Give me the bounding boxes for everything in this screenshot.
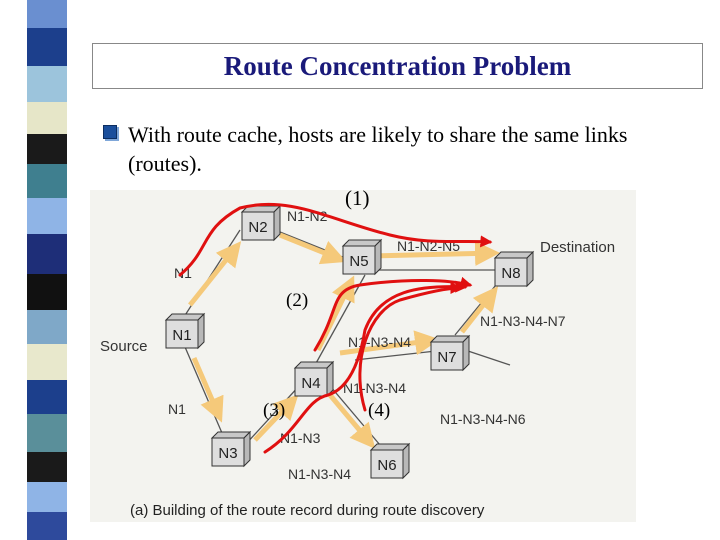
node-n8-label: N8 (501, 265, 521, 282)
bullet-item (103, 120, 693, 178)
record-n1-n3-n4-bottom: N1-N3-N4 (288, 466, 352, 482)
callout-2: (2) (286, 290, 309, 311)
route-discovery-diagram (90, 190, 636, 522)
node-n3 (212, 432, 250, 466)
title-box (92, 43, 703, 89)
node-n5 (343, 240, 381, 274)
node-n1 (166, 314, 204, 348)
diagram-canvas (90, 190, 636, 522)
callout-1: (1) (345, 186, 370, 210)
node-n5-label: N5 (349, 253, 369, 270)
node-n7-label: N7 (437, 349, 457, 366)
diagram-caption: (a) Building of the route record during route discovery (130, 502, 485, 519)
bullet-text: With route cache, hosts are likely to share the same links (routes). (128, 122, 628, 176)
node-n7 (431, 336, 469, 370)
record-n1-n3-n4-n6: N1-N3-N4-N6 (440, 411, 526, 427)
record-n1-n3-n4-mid: N1-N3-N4 (343, 380, 407, 396)
node-n6-label: N6 (377, 457, 397, 474)
edge-label-n1-bottom: N1 (168, 401, 186, 417)
node-n2-label: N2 (248, 219, 268, 236)
node-n1-label: N1 (172, 327, 192, 344)
node-n3-label: N3 (218, 445, 238, 462)
node-n4 (295, 362, 333, 396)
record-n1-n2: N1-N2 (287, 208, 328, 224)
source-label: Source (100, 338, 148, 355)
slide-title: Route Concentration Problem (223, 50, 572, 81)
node-n4-label: N4 (301, 375, 321, 392)
callout-3: (3) (263, 400, 286, 421)
record-n1-n3: N1-N3 (280, 430, 321, 446)
node-n2 (242, 206, 280, 240)
destination-label: Destination (540, 239, 616, 256)
callout-4: (4) (368, 400, 391, 421)
record-n1-n3-n4-n7: N1-N3-N4-N7 (480, 313, 566, 329)
record-n1-n3-n4-top: N1-N3-N4 (348, 334, 412, 350)
record-n1-n2-n5: N1-N2-N5 (397, 238, 461, 254)
edge-label-n1-top: N1 (174, 265, 192, 281)
bullet-marker-icon (103, 125, 117, 139)
node-n8 (495, 252, 533, 286)
node-n6 (371, 444, 409, 478)
decorative-stripe-bar (27, 0, 67, 540)
callout-numbers (263, 290, 390, 421)
